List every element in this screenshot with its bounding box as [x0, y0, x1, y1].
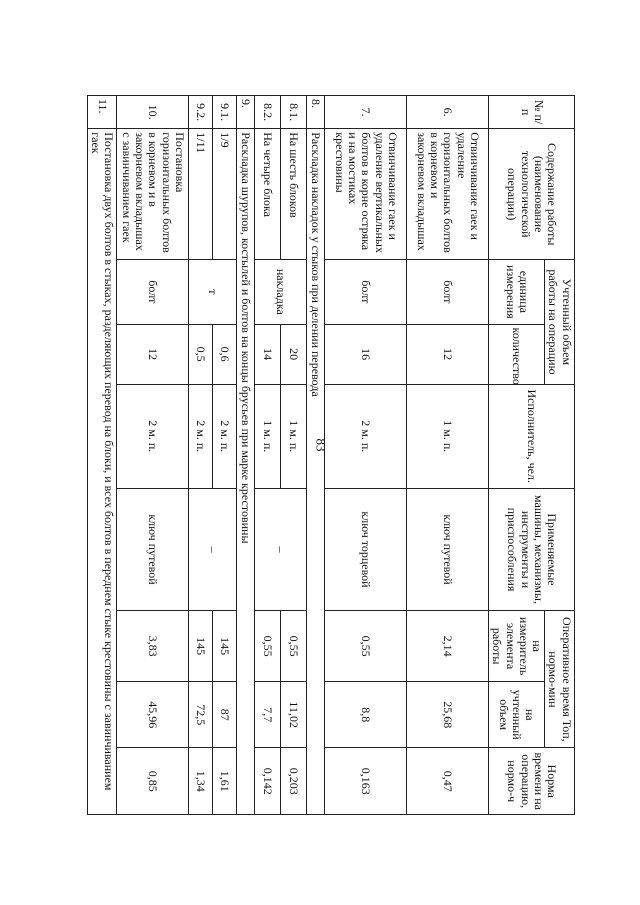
- row-qty: 12: [407, 324, 489, 384]
- row-tool: ключ путевой: [407, 488, 489, 611]
- norms-table: [87, 95, 575, 815]
- row-per-meter: 0,55: [325, 611, 407, 682]
- row-executor: 2 м. п.: [117, 384, 189, 488]
- row-norm: 1,34: [189, 748, 213, 815]
- row-norm: 0,85: [117, 748, 189, 815]
- row-executor: 1 м. п.: [281, 384, 307, 488]
- header-executor: Исполнитель, чел.: [489, 384, 575, 488]
- row-content: 1/11: [189, 129, 213, 260]
- row-norm: 0,203: [281, 748, 307, 815]
- page-number: 83: [313, 438, 329, 452]
- row-unit: болт: [117, 260, 189, 324]
- header-num: № п/п: [489, 96, 575, 129]
- row-content: Отвинчивание гаек и удаление вертикальных болтов в корне остряка и на мостиках крестовины: [325, 129, 407, 260]
- row-content: 1/9: [213, 129, 237, 260]
- row-qty: 16: [325, 324, 407, 384]
- row-content: Постановка горизонтальных болтов в корневом и в закорневом вкладышах с завинчиванием гаек: [117, 129, 189, 260]
- row-per-volume: 7,7: [255, 681, 281, 748]
- row-per-volume: 8,8: [325, 681, 407, 748]
- header-optime: Оперативное время Топ, нормо-мин: [545, 611, 575, 748]
- row-norm: 0,163: [325, 748, 407, 815]
- row-num: 8.2.: [255, 96, 281, 129]
- row-executor: 2 м. п.: [325, 384, 407, 488]
- section-title: Раскладка шурупов, костылей и болтов на концы брусьев при марке крестовины: [237, 129, 255, 815]
- row-tool: –: [255, 488, 307, 611]
- table-row: [325, 96, 407, 815]
- row-num: 7.: [325, 96, 407, 129]
- row-norm: 0,47: [407, 748, 489, 815]
- row-per-volume: 11,02: [281, 681, 307, 748]
- section-title: Постановка двух болтов в стыках, разделяющих перевод на блоки, и всех болтов в переднем стыке крестовины с завинчиванием гаек: [87, 129, 116, 815]
- header-unit: единица измерения: [489, 260, 545, 324]
- row-num: 11.: [87, 96, 116, 129]
- row-executor: 1 м. п.: [407, 384, 489, 488]
- header-per-volume: на учтенный объем: [489, 681, 545, 748]
- rotated-table-wrapper: [89, 95, 575, 815]
- header-qty: количество: [489, 324, 545, 384]
- row-unit: т: [189, 260, 237, 324]
- section-row: [307, 96, 325, 815]
- table-row: [281, 96, 307, 815]
- row-num: 9.: [237, 96, 255, 129]
- row-unit: накладка: [255, 260, 307, 324]
- row-content: На шесть блоков: [281, 129, 307, 260]
- row-tool: –: [189, 488, 237, 611]
- row-per-meter: 145: [189, 611, 213, 682]
- row-executor: 2 м. п.: [213, 384, 237, 488]
- header-content: Содержание работы (наименование технологической операции): [489, 129, 575, 260]
- row-per-meter: 2,14: [407, 611, 489, 682]
- row-per-meter: 145: [213, 611, 237, 682]
- row-norm: 1,61: [213, 748, 237, 815]
- row-executor: 2 м. п.: [189, 384, 213, 488]
- row-num: 6.: [407, 96, 489, 129]
- row-per-volume: 45,96: [117, 681, 189, 748]
- row-qty: 0,6: [213, 324, 237, 384]
- table-row: [407, 96, 489, 815]
- row-per-meter: 0,55: [255, 611, 281, 682]
- section-title: Раскладка накладок у стыков при делении перевода: [307, 129, 325, 815]
- row-num: 8.: [307, 96, 325, 129]
- row-per-volume: 72,5: [189, 681, 213, 748]
- row-num: 9.2.: [189, 96, 213, 129]
- table-row: [255, 96, 281, 815]
- row-qty: 12: [117, 324, 189, 384]
- header-machines: Применяемые машины, механизмы, инструменты и приспособления: [489, 488, 575, 611]
- row-norm: 0,142: [255, 748, 281, 815]
- row-num: 9.1.: [213, 96, 237, 129]
- header-per-meter: на измеритель элемента работы: [489, 611, 545, 682]
- row-unit: болт: [325, 260, 407, 324]
- row-per-meter: 3,83: [117, 611, 189, 682]
- row-num: 8.1.: [281, 96, 307, 129]
- row-qty: 20: [281, 324, 307, 384]
- row-content: Отвинчивание гаек и удаление горизонтальных болтов в корневом и закорневом вкладышах: [407, 129, 489, 260]
- header-volume: Учтенный объем работы на операцию: [545, 260, 575, 385]
- table-row: [213, 96, 237, 815]
- row-per-volume: 87: [213, 681, 237, 748]
- row-executor: 1 м. п.: [255, 384, 281, 488]
- table-row: [189, 96, 213, 815]
- row-content: На четыре блока: [255, 129, 281, 260]
- row-qty: 0,5: [189, 324, 213, 384]
- row-unit: болт: [407, 260, 489, 324]
- table-row: [117, 96, 189, 815]
- row-per-meter: 0,55: [281, 611, 307, 682]
- row-tool: ключ путевой: [117, 488, 189, 611]
- section-row: [87, 96, 116, 815]
- header-norm: Норма времени на операцию, нормо-ч: [489, 748, 575, 815]
- row-qty: 14: [255, 324, 281, 384]
- row-per-volume: 25,68: [407, 681, 489, 748]
- row-num: 10.: [117, 96, 189, 129]
- row-tool: ключ торцевой: [325, 488, 407, 611]
- section-row: [237, 96, 255, 815]
